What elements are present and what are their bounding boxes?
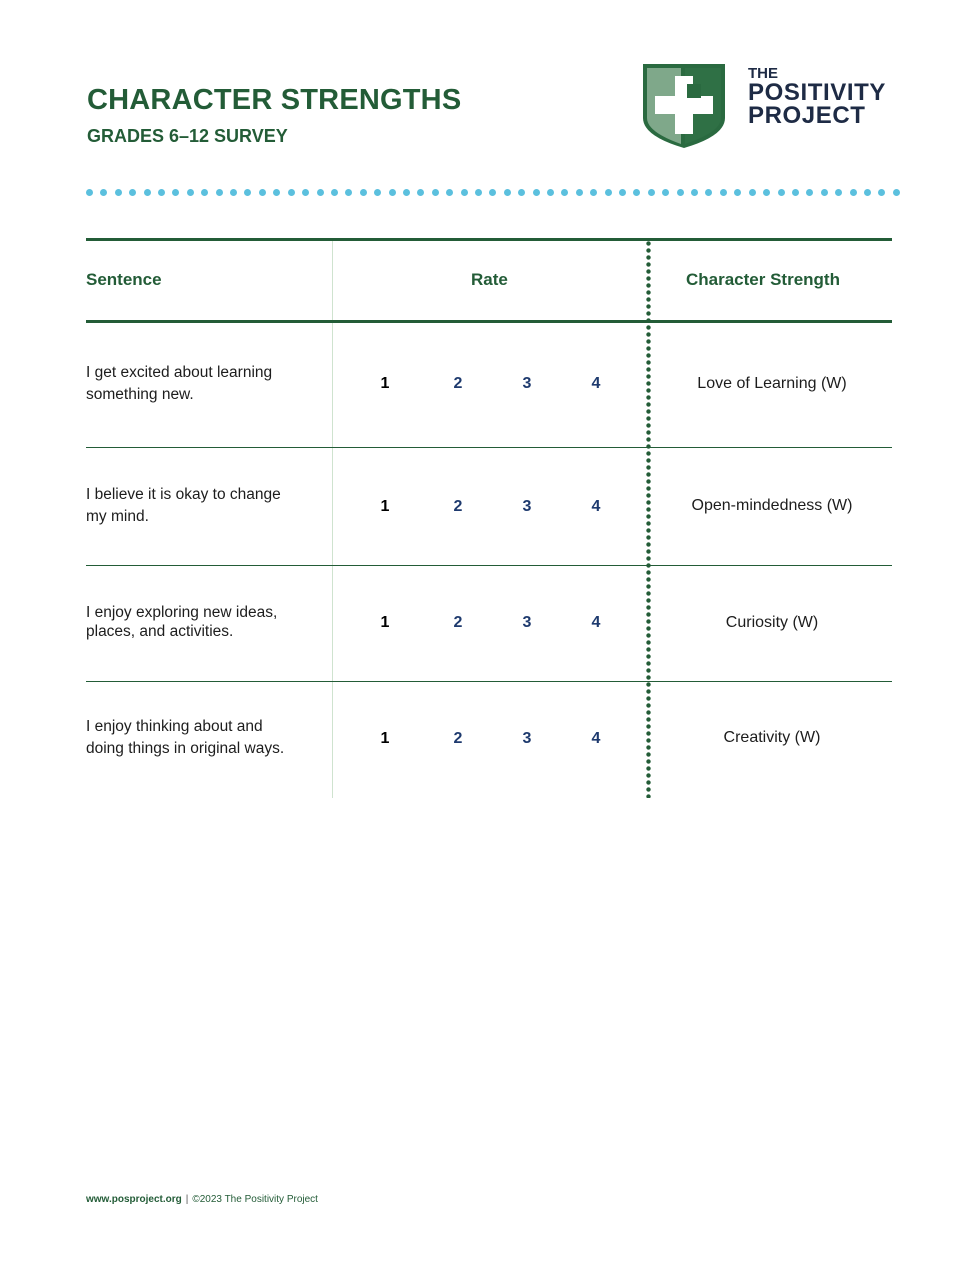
row-4-sentence <box>86 716 316 760</box>
row-4-rating-1[interactable]: 1 <box>380 730 390 747</box>
divider-dot <box>273 189 280 196</box>
divider-dot <box>302 189 309 196</box>
divider-dot <box>158 189 165 196</box>
row-1-rating-2[interactable]: 2 <box>453 375 463 392</box>
row-2-sentence <box>86 484 316 528</box>
logo-line-positivity: POSITIVITY <box>748 79 887 106</box>
row-1-rating-3[interactable]: 3 <box>522 375 532 392</box>
row-1-rating-1[interactable]: 1 <box>380 375 390 392</box>
divider-dot <box>374 189 381 196</box>
divider-dot <box>129 189 136 196</box>
footer-copyright: ©2023 The Positivity Project <box>192 1194 318 1205</box>
page-subtitle: GRADES 6–12 SURVEY <box>87 126 288 146</box>
page-title: CHARACTER STRENGTHS <box>87 84 462 116</box>
divider-dot <box>403 189 410 196</box>
divider-dot <box>778 189 785 196</box>
row-4-rating-2[interactable]: 2 <box>453 730 463 747</box>
divider-dot <box>461 189 468 196</box>
divider-dot <box>475 189 482 196</box>
row-2-divider <box>86 565 892 566</box>
row-3-rating-4[interactable]: 4 <box>591 614 601 631</box>
divider-dot <box>662 189 669 196</box>
divider-dot <box>878 189 885 196</box>
divider-dot <box>893 189 900 196</box>
row-2-rating-1[interactable]: 1 <box>380 498 390 515</box>
row-3-rating-3[interactable]: 3 <box>522 614 532 631</box>
divider-dot <box>821 189 828 196</box>
row-2-rating-3[interactable]: 3 <box>522 498 532 515</box>
row-4-rating-3[interactable]: 3 <box>522 730 532 747</box>
row-2-rating-4[interactable]: 4 <box>591 498 601 515</box>
divider-dot <box>835 189 842 196</box>
header-bottom-rule <box>86 320 892 323</box>
divider-dot <box>576 189 583 196</box>
row-1-divider <box>86 447 892 448</box>
row-3-sentence-line-1: I enjoy exploring new ideas, <box>86 604 278 621</box>
dotted-divider <box>86 187 900 197</box>
divider-dot <box>201 189 208 196</box>
divider-dot <box>389 189 396 196</box>
row-2-strength: Open-mindedness (W) <box>691 497 853 514</box>
divider-dot <box>864 189 871 196</box>
divider-dot <box>417 189 424 196</box>
divider-dot <box>244 189 251 196</box>
divider-dot <box>633 189 640 196</box>
row-3-rating-1[interactable]: 1 <box>380 614 390 631</box>
divider-dot <box>360 189 367 196</box>
positivity-project-logo <box>641 60 901 152</box>
row-2-rating-2[interactable]: 2 <box>453 498 463 515</box>
divider-dot <box>504 189 511 196</box>
footer-separator: | <box>185 1194 189 1205</box>
row-1-sentence <box>86 362 316 406</box>
divider-dot <box>259 189 266 196</box>
row-3-rating-2[interactable]: 2 <box>453 614 463 631</box>
divider-dot <box>792 189 799 196</box>
row-3-strength: Curiosity (W) <box>725 614 819 631</box>
divider-dot <box>590 189 597 196</box>
row-4-strength: Creativity (W) <box>723 729 821 746</box>
divider-dot <box>720 189 727 196</box>
row-2-sentence-line-2: my mind. <box>86 508 149 525</box>
divider-dot <box>619 189 626 196</box>
logo-line-the: THE <box>748 65 778 82</box>
divider-dot <box>691 189 698 196</box>
header-sentence: Sentence <box>86 270 162 289</box>
row-3-sentence-line-2: places, and activities. <box>86 623 234 640</box>
divider-dot <box>317 189 324 196</box>
divider-dot <box>345 189 352 196</box>
divider-dot <box>172 189 179 196</box>
row-1-sentence-line-2: something new. <box>86 386 194 403</box>
page-footer <box>86 1194 318 1205</box>
logo-line-project: PROJECT <box>748 102 866 129</box>
divider-dot <box>734 189 741 196</box>
column-divider-sentence <box>332 241 333 798</box>
divider-dot <box>100 189 107 196</box>
divider-dot <box>561 189 568 196</box>
row-4-rating-4[interactable]: 4 <box>591 730 601 747</box>
row-1-rating-4[interactable]: 4 <box>591 375 601 392</box>
divider-dot <box>331 189 338 196</box>
row-2-sentence-line-1: I believe it is okay to change <box>86 486 281 503</box>
divider-dot <box>518 189 525 196</box>
logo-wordmark <box>748 66 886 128</box>
divider-dot <box>850 189 857 196</box>
divider-dot <box>230 189 237 196</box>
row-1-strength: Love of Learning (W) <box>697 375 847 392</box>
row-4-sentence-line-1: I enjoy thinking about and <box>86 718 263 735</box>
row-3-sentence <box>86 603 316 641</box>
footer-website-link[interactable]: www.posproject.org <box>86 1194 182 1205</box>
positivity-shield-cross-icon <box>641 60 727 150</box>
row-3-divider <box>86 681 892 682</box>
row-4-sentence-line-2: doing things in original ways. <box>86 740 285 757</box>
divider-dot <box>763 189 770 196</box>
divider-dot <box>288 189 295 196</box>
divider-dot <box>144 189 151 196</box>
divider-dot <box>115 189 122 196</box>
table-top-rule <box>86 238 892 241</box>
divider-dot <box>749 189 756 196</box>
divider-dot <box>605 189 612 196</box>
divider-dot <box>648 189 655 196</box>
divider-dot <box>677 189 684 196</box>
divider-dot <box>432 189 439 196</box>
header-rate: Rate <box>471 270 508 289</box>
divider-dot <box>86 189 93 196</box>
divider-dot <box>446 189 453 196</box>
header-character-strength: Character Strength <box>686 270 840 289</box>
divider-dot <box>705 189 712 196</box>
divider-dot <box>489 189 496 196</box>
divider-dot <box>533 189 540 196</box>
column-divider-dotted <box>646 240 651 798</box>
row-1-sentence-line-1: I get excited about learning <box>86 364 273 381</box>
divider-dot <box>806 189 813 196</box>
divider-dot <box>547 189 554 196</box>
divider-dot <box>216 189 223 196</box>
divider-dot <box>187 189 194 196</box>
